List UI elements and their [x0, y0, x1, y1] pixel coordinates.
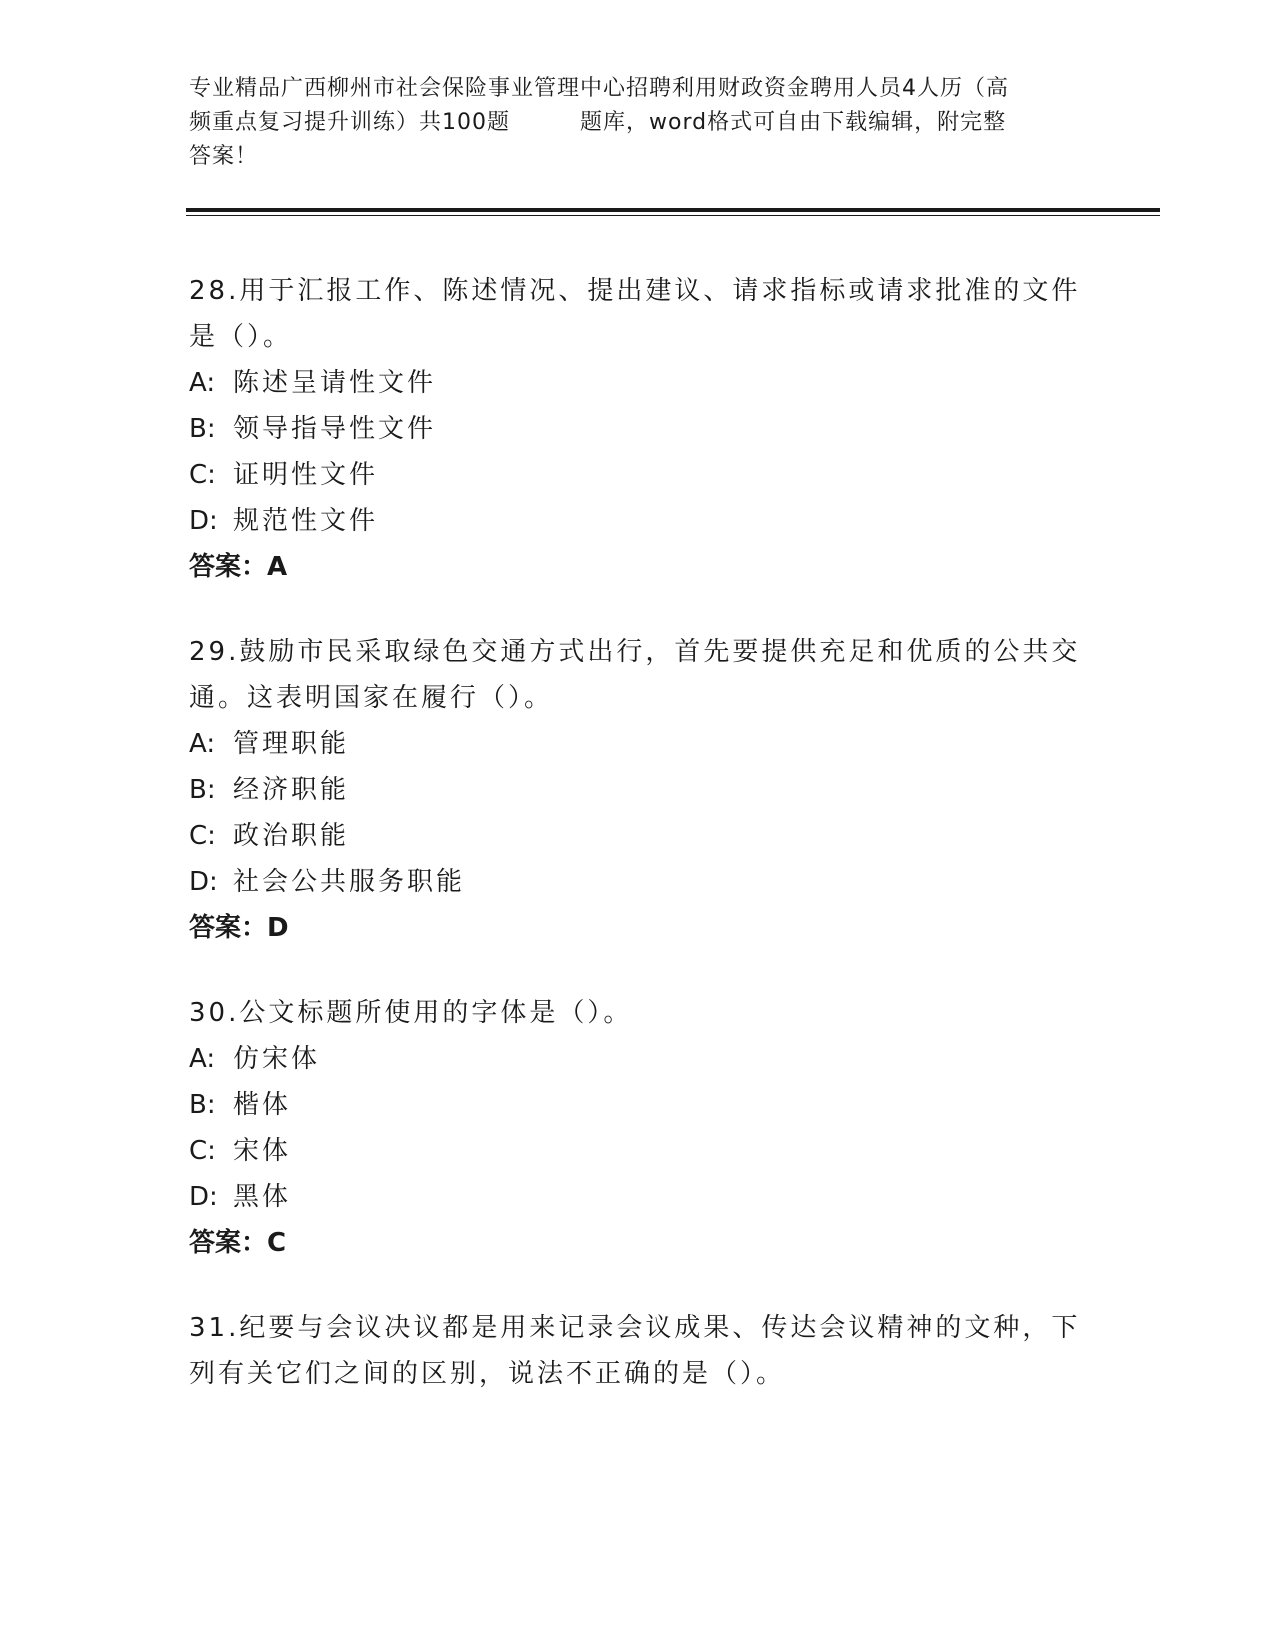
option-key: D:: [189, 867, 218, 897]
question-stem: 31.纪要与会议决议都是用来记录会议成果、传达会议精神的文种，下列有关它们之间的区别，说法不正确的是（）。: [189, 1313, 1081, 1389]
question-list: [189, 268, 1089, 1436]
option-text: 仿宋体: [233, 1044, 321, 1074]
question-stem: 28.用于汇报工作、陈述情况、提出建议、请求指标或请求批准的文件是（）。: [189, 276, 1081, 352]
option-c: [189, 452, 1089, 498]
option-key: A:: [189, 729, 216, 759]
option-key: A:: [189, 1044, 216, 1074]
option-key: D:: [189, 506, 218, 536]
option-b: [189, 1082, 1089, 1128]
header-divider-thin: [186, 215, 1160, 216]
option-c: [189, 1128, 1089, 1174]
option-text: 宋体: [233, 1136, 292, 1166]
header-line-2: [189, 106, 1089, 140]
header-line-2-end: 题库，word格式可自由下载编辑，附完整: [580, 110, 1007, 135]
header-line-2-start: 频重点复习提升训练）共100题: [189, 110, 510, 135]
option-text: 经济职能: [233, 775, 350, 805]
option-key: C:: [189, 1136, 216, 1166]
option-text: 政治职能: [233, 821, 350, 851]
header-divider-thick: [186, 208, 1160, 212]
option-text: 社会公共服务职能: [233, 867, 466, 897]
option-key: B:: [189, 414, 216, 444]
option-text: 陈述呈请性文件: [233, 368, 437, 398]
option-a: [189, 360, 1089, 406]
header-line-3: 答案！: [189, 144, 259, 169]
question-28: [189, 268, 1089, 590]
option-text: 管理职能: [233, 729, 350, 759]
question-stem: 29.鼓励市民采取绿色交通方式出行，首先要提供充足和优质的公共交通。这表明国家在履行（）。: [189, 637, 1081, 713]
option-d: [189, 1174, 1089, 1220]
answer-line: 答案：C: [189, 1228, 287, 1258]
option-d: [189, 498, 1089, 544]
option-key: C:: [189, 460, 216, 490]
option-c: [189, 813, 1089, 859]
option-text: 领导指导性文件: [233, 414, 437, 444]
question-30: [189, 990, 1089, 1266]
option-text: 黑体: [233, 1182, 292, 1212]
header-line-1: 专业精品广西柳州市社会保险事业管理中心招聘利用财政资金聘用人员4人历（高: [189, 76, 1009, 101]
option-key: B:: [189, 1090, 216, 1120]
question-29: [189, 629, 1089, 951]
answer-line: 答案：D: [189, 913, 289, 943]
option-key: A:: [189, 368, 216, 398]
option-text: 规范性文件: [233, 506, 379, 536]
option-text: 楷体: [233, 1090, 292, 1120]
option-a: [189, 721, 1089, 767]
option-a: [189, 1036, 1089, 1082]
option-key: D:: [189, 1182, 218, 1212]
option-key: C:: [189, 821, 216, 851]
question-stem: 30.公文标题所使用的字体是（）。: [189, 998, 633, 1028]
option-b: [189, 406, 1089, 452]
option-text: 证明性文件: [233, 460, 379, 490]
option-key: B:: [189, 775, 216, 805]
option-d: [189, 859, 1089, 905]
option-b: [189, 767, 1089, 813]
document-header: [189, 72, 1089, 174]
answer-line: 答案：A: [189, 552, 288, 582]
question-31: [189, 1305, 1089, 1397]
